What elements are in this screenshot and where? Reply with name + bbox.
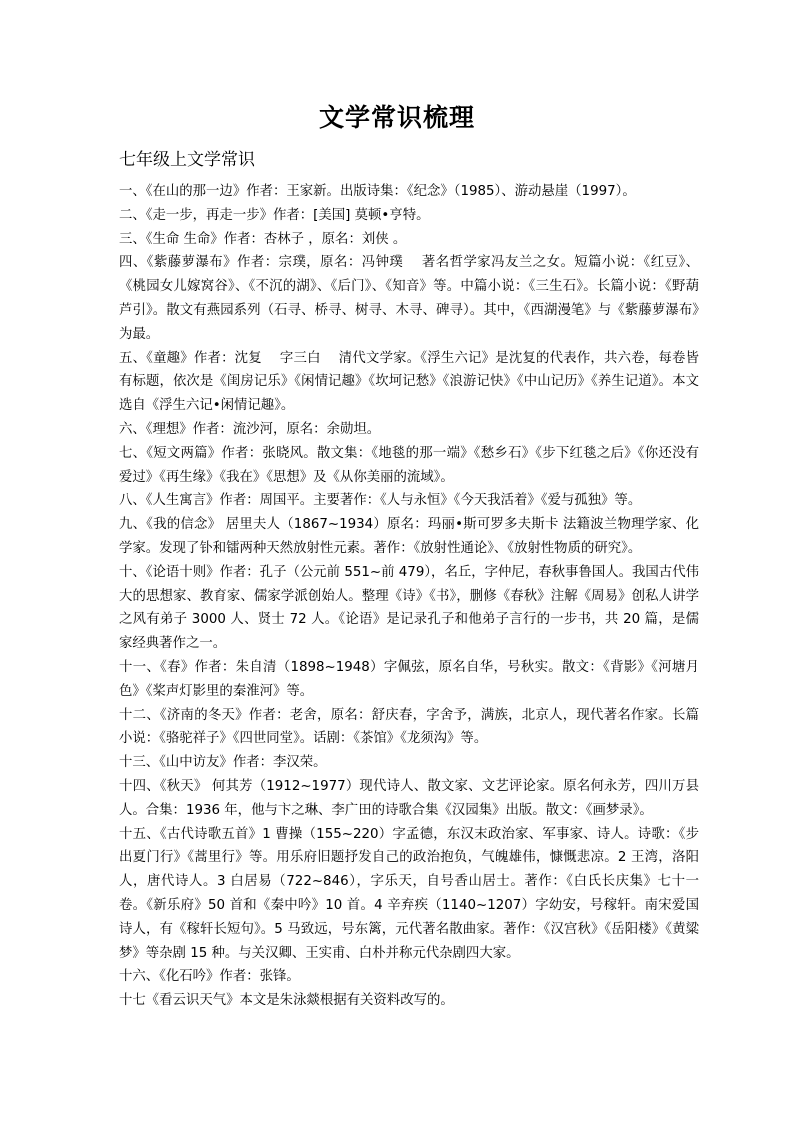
paragraph-3: 三、《生命 生命》作者：杏林子 ，原名：刘侠 。: [119, 231, 407, 247]
paragraph-13: 十三、《山中访友》作者：李汉荣。: [119, 755, 327, 771]
page-title: 文学常识梳理: [318, 103, 475, 132]
paragraph-12: 十二、《济南的冬天》作者：老舍，原名：舒庆春，字舍予，满族，北京人，现代著名作家。长篇小说：《骆驼祥子》《四世同堂》。话剧：《茶馆》《龙须沟》等。: [119, 707, 699, 747]
paragraph-5: 五、《童趣》作者：沈复 字三白 清代文学家。《浮生六记》是沈复的代表作，共六卷，每卷皆有标题，依次是《闺房记乐》《闲情记趣》《坎坷记愁》《浪游记快》《中山记历》《养生记道》。本文选自《浮生六记•闲情记趣》。: [119, 350, 699, 414]
paragraph-11: 十一、《春》作者：朱自清（1898~1948）字佩弦，原名自华，号秋实。散文：《背影》《河塘月色》《桨声灯影里的秦淮河》等。: [119, 659, 699, 699]
paragraph-10: 十、《论语十则》作者：孔子（公元前 551~前 479），名丘，字仲尼，春秋事鲁国人。我国古代伟大的思想家、教育家、儒家学派创始人。整理《诗》《书》，删修《春秋》注解《周易》创私人讲学之风有弟子 3000 人、贤士 72 人。《论语》是记录孔子和他弟子言行的一步书，共 20 篇，是儒家经典著作之一。: [119, 564, 699, 652]
paragraph-15: 十五、《古代诗歌五首》1 曹操（155~220）字孟德，东汉末政治家、军事家、诗人。诗歌：《步出夏门行》《蒿里行》等。用乐府旧题抒发自己的政治抱负，气魄雄伟，慷慨悲凉。2 王湾，洛阳人，唐代诗人。3 白居易（722~846），字乐天，自号香山居士。著作：《白氏长庆集》七十一卷。《新乐府》50 首和《秦中吟》10 首。4 辛弃疾（1140~1207）字幼安，号稼轩。南宋爱国诗人，有《稼轩长短句》。5 马致远，号东篱，元代著名散曲家。著作：《汉宫秋》《岳阳楼》《黄粱梦》等杂剧 15 种。与关汉卿、王实甫、白朴并称元代杂剧四大家。: [119, 826, 699, 961]
paragraph-6: 六、《理想》作者：流沙河，原名：余勋坦。: [119, 421, 381, 437]
paragraph-4: 四、《紫藤萝瀑布》作者：宗璞，原名：冯钟璞 著名哲学家冯友兰之女。短篇小说：《红豆》、《桃园女儿嫁窝谷》、《不沉的湖》、《后门》、《知音》等。中篇小说：《三生石》。长篇小说：《野葫芦引》。散文有燕园系列（石寻、桥寻、树寻、木寻、碑寻）。其中，《西湖漫笔》与《紫藤萝瀑布》为最。: [119, 255, 699, 342]
paragraph-16: 十六、《化石吟》作者：张锋。: [119, 969, 300, 985]
paragraph-1: 一、《在山的那一边》作者：王家新。出版诗集：《纪念》（1985）、游动悬崖（1997）。: [119, 184, 636, 199]
paragraph-2: 二、《走一步，再走一步》作者：[美国] 莫顿•亨特。: [119, 207, 430, 223]
paragraph-9: 九、《我的信念》 居里夫人（1867~1934）原名：玛丽•斯可罗多夫斯卡 法籍波兰物理学家、化学家。发现了钋和镭两种天然放射性元素。著作：《放射性通论》、《放射性物质的研究》。: [119, 517, 699, 556]
section-heading: 七年级上文学常识: [119, 150, 255, 170]
paragraph-17: 十七《看云识天气》本文是朱泳燚根据有关资料改写的。: [119, 993, 454, 1009]
paragraph-7: 七、《短文两篇》作者：张晓风。散文集：《地毯的那一端》《愁乡石》《步下红毯之后》《你还没有爱过》《再生缘》《我在》《思想》及《从你美丽的流域》。: [119, 445, 699, 485]
paragraph-14: 十四、《秋天》 何其芳（1912~1977）现代诗人、散文家、文艺评论家。原名何永芳，四川万县人。合集：1936 年，他与卞之琳、李广田的诗歌合集《汉园集》出版。散文：《画梦录》。: [119, 778, 699, 818]
document-body: [119, 180, 699, 1013]
paragraph-8: 八、《人生寓言》作者：周国平。主要著作：《人与永恒》《今天我活着》《爱与孤独》等。: [119, 493, 642, 509]
